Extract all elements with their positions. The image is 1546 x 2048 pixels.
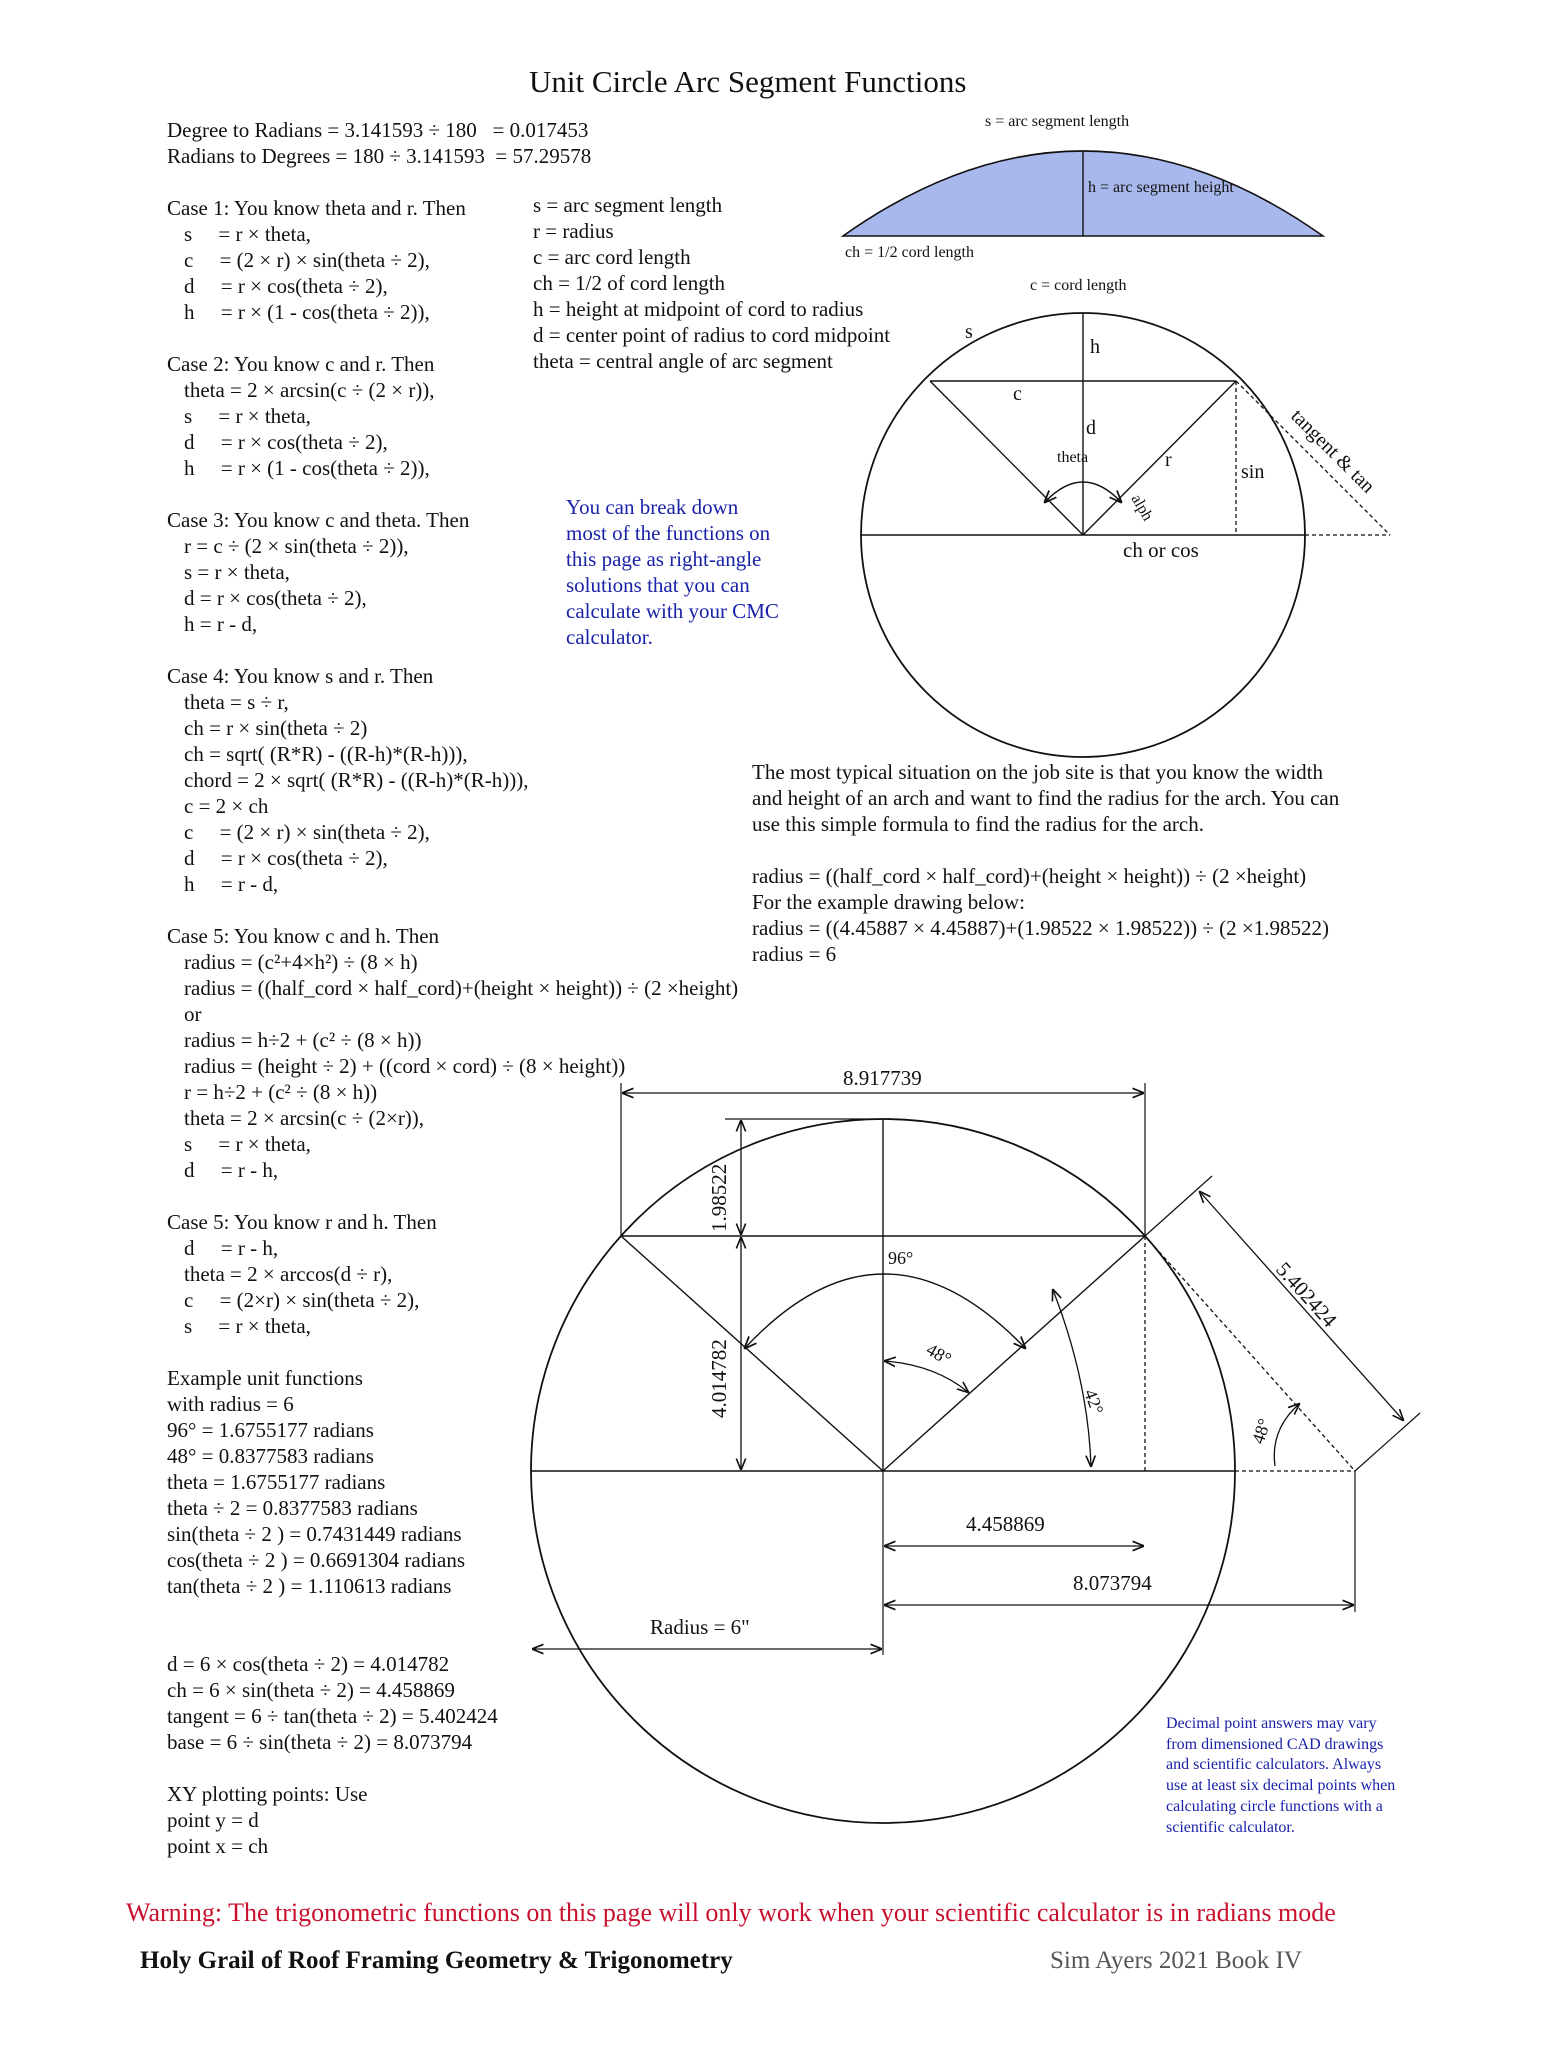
unit-circle-diagram	[861, 277, 1390, 757]
arch-formula-line: radius = 6	[752, 942, 837, 966]
d-dimension-label: 4.014782	[707, 1339, 731, 1418]
example-unit-line: sin(theta ÷ 2 ) = 0.7431449 radians	[167, 1522, 462, 1546]
case-4-line: ch = r × sin(theta ÷ 2)	[184, 716, 368, 740]
unit-d-label: d	[1086, 417, 1096, 439]
example-unit-line: Example unit functions	[167, 1366, 363, 1390]
result-line: d = 6 × cos(theta ÷ 2) = 4.014782	[167, 1652, 450, 1676]
right-angle-note: You can break down most of the functions on this page as right-angle solutions that you can calculate with your CMC calculator.	[566, 495, 779, 649]
xy-point-line: point y = d	[167, 1808, 259, 1832]
case-6-heading: Case 5: You know r and h. Then	[167, 1210, 437, 1234]
case-5-heading: Case 5: You know c and h. Then	[167, 924, 440, 948]
example-drawing	[531, 1066, 1420, 1823]
case-1-line: d = r × cos(theta ÷ 2),	[184, 274, 388, 298]
tangent-extension-bottom	[1355, 1413, 1420, 1471]
ch-dimension-label: 4.458869	[966, 1512, 1045, 1536]
conversion-degrees-to-radians: Degree to Radians = 3.141593 ÷ 180 = 0.017453	[167, 118, 589, 142]
example-48b-arc	[1274, 1404, 1299, 1466]
unit-s-label: s	[965, 321, 973, 343]
unit-theta-label: theta	[1057, 449, 1089, 466]
case-1-line: h = r × (1 - cos(theta ÷ 2)),	[184, 300, 430, 324]
angle-48-label: 48°	[923, 1339, 955, 1370]
case-4-line: theta = s ÷ r,	[184, 690, 289, 714]
angle-48b-label: 48°	[1247, 1416, 1275, 1447]
unit-tangent-line	[1236, 381, 1390, 535]
case-5-line: radius = h÷2 + (c² ÷ (8 × h))	[184, 1028, 422, 1052]
case-4-line: chord = 2 × sqrt( (R*R) - ((R-h)*(R-h))),	[184, 768, 529, 792]
xy-point-line: point x = ch	[167, 1834, 269, 1858]
xy-point-line: XY plotting points: Use	[167, 1782, 368, 1806]
example-unit-line: with radius = 6	[167, 1392, 294, 1416]
example-42-arc	[1053, 1290, 1091, 1466]
case-5-line: s = r × theta,	[184, 1132, 311, 1156]
example-unit-line: cos(theta ÷ 2 ) = 0.6691304 radians	[167, 1548, 466, 1572]
definition-d: d = center point of radius to cord midpoint	[533, 323, 891, 347]
tangent-dimension-label: 5.402424	[1271, 1257, 1342, 1332]
radius-dimension-label: Radius = 6"	[650, 1615, 750, 1639]
unit-sin-label: sin	[1241, 461, 1265, 483]
case-1-line: c = (2 × r) × sin(theta ÷ 2),	[184, 248, 430, 272]
arch-paragraph-line: and height of an arch and want to find the radius for the arch. You can	[752, 786, 1340, 810]
conversion-radians-to-degrees: Radians to Degrees = 180 ÷ 3.141593 = 57.29578	[167, 144, 592, 168]
arch-paragraph-line: The most typical situation on the job site is that you know the width	[752, 760, 1324, 784]
case-3-line: h = r - d,	[184, 612, 258, 636]
result-line: base = 6 ÷ sin(theta ÷ 2) = 8.073794	[167, 1730, 473, 1754]
segment-ch-label: ch = 1/2 cord length	[845, 244, 974, 261]
page-title: Unit Circle Arc Segment Functions	[529, 64, 967, 99]
case-4-line: h = r - d,	[184, 872, 279, 896]
decimal-note: Decimal point answers may vary from dimensioned CAD drawings and scientific calculators. Always use at least six decimal points when calculating circle functions with a scientific calculator.	[1166, 1715, 1396, 1836]
example-left-radius	[621, 1236, 883, 1471]
case-4-line: c = (2 × r) × sin(theta ÷ 2),	[184, 820, 430, 844]
tangent-extension-top	[1145, 1176, 1212, 1236]
base-dimension-label: 8.073794	[1073, 1571, 1152, 1595]
height-dimension-label: 1.98522	[707, 1163, 731, 1232]
case-4-heading: Case 4: You know s and r. Then	[167, 664, 434, 688]
case-4-line: d = r × cos(theta ÷ 2),	[184, 846, 388, 870]
case-1-heading: Case 1: You know theta and r. Then	[167, 196, 466, 220]
case-6-line: s = r × theta,	[184, 1314, 311, 1338]
example-unit-line: theta = 1.6755177 radians	[167, 1470, 386, 1494]
footer-author: Sim Ayers 2021 Book IV	[1050, 1947, 1302, 1974]
case-5-line: radius = ((half_cord × half_cord)+(height × height)) ÷ (2 ×height)	[184, 976, 739, 1000]
example-unit-line: 96° = 1.6755177 radians	[167, 1418, 374, 1442]
case-6-line: d = r - h,	[184, 1236, 279, 1260]
case-5-line: theta = 2 × arcsin(c ÷ (2×r)),	[184, 1106, 425, 1130]
case-3-line: s = r × theta,	[184, 560, 290, 584]
unit-r-label: r	[1165, 449, 1172, 471]
case-6-line: c = (2×r) × sin(theta ÷ 2),	[184, 1288, 420, 1312]
case-5-line: d = r - h,	[184, 1158, 279, 1182]
unit-tangent-label: tangent & tan	[1286, 404, 1379, 498]
case-2-line: d = r × cos(theta ÷ 2),	[184, 430, 388, 454]
definition-ch: ch = 1/2 of cord length	[533, 271, 726, 295]
unit-ch-cos-label: ch or cos	[1123, 538, 1199, 562]
example-unit-line: theta ÷ 2 = 0.8377583 radians	[167, 1496, 418, 1520]
definition-r: r = radius	[533, 219, 614, 243]
unit-c-label: c = cord length	[1030, 277, 1127, 294]
case-3-line: r = c ÷ (2 × sin(theta ÷ 2)),	[184, 534, 409, 558]
case-3-line: d = r × cos(theta ÷ 2),	[184, 586, 367, 610]
radians-warning: Warning: The trigonometric functions on this page will only work when your scientific calculator is in radians mode	[126, 1898, 1336, 1927]
unit-alph-label: alph	[1127, 491, 1157, 524]
definition-theta: theta = central angle of arc segment	[533, 349, 833, 373]
example-96-arc	[745, 1274, 1025, 1348]
unit-h-label: h	[1090, 336, 1100, 358]
unit-c-letter: c	[1013, 383, 1022, 405]
case-4-line: ch = sqrt( (R*R) - ((R-h)*(R-h))),	[184, 742, 468, 766]
case-4-line: c = 2 × ch	[184, 794, 269, 818]
arch-formula-line: radius = ((half_cord × half_cord)+(height × height)) ÷ (2 ×height)	[752, 864, 1307, 888]
segment-h-label: h = arc segment height	[1088, 179, 1234, 196]
footer-book-title: Holy Grail of Roof Framing Geometry & Trigonometry	[140, 1947, 733, 1974]
result-line: tangent = 6 ÷ tan(theta ÷ 2) = 5.402424	[167, 1704, 498, 1728]
example-48-arc	[885, 1361, 968, 1392]
case-2-line: theta = 2 × arcsin(c ÷ (2 × r)),	[184, 378, 435, 402]
arch-paragraph-line: use this simple formula to find the radius for the arch.	[752, 812, 1204, 836]
arch-formula-line: For the example drawing below:	[752, 890, 1025, 914]
case-5-line: or	[184, 1002, 202, 1026]
case-1-line: s = r × theta,	[184, 222, 311, 246]
example-unit-line: 48° = 0.8377583 radians	[167, 1444, 374, 1468]
arc-segment-diagram	[843, 113, 1323, 261]
case-5-line: r = h÷2 + (c² ÷ (8 × h))	[184, 1080, 378, 1104]
unit-right-radius	[1083, 381, 1236, 535]
definition-s: s = arc segment length	[533, 193, 723, 217]
case-2-line: s = r × theta,	[184, 404, 311, 428]
definition-h: h = height at midpoint of cord to radius	[533, 297, 864, 321]
definition-c: c = arc cord length	[533, 245, 691, 269]
segment-s-label: s = arc segment length	[985, 113, 1130, 130]
case-2-heading: Case 2: You know c and r. Then	[167, 352, 435, 376]
case-5-line: radius = (height ÷ 2) + ((cord × cord) ÷ (8 × height))	[184, 1054, 626, 1078]
angle-42-label: 42°	[1080, 1386, 1108, 1418]
case-2-line: h = r × (1 - cos(theta ÷ 2)),	[184, 456, 430, 480]
width-dimension-label: 8.917739	[843, 1066, 922, 1090]
case-6-line: theta = 2 × arccos(d ÷ r),	[184, 1262, 393, 1286]
example-unit-line: tan(theta ÷ 2 ) = 1.110613 radians	[167, 1574, 452, 1598]
arch-formula-line: radius = ((4.45887 × 4.45887)+(1.98522 × 1.98522)) ÷ (2 ×1.98522)	[752, 916, 1330, 940]
result-line: ch = 6 × sin(theta ÷ 2) = 4.458869	[167, 1678, 455, 1702]
case-3-heading: Case 3: You know c and theta. Then	[167, 508, 470, 532]
angle-96-label: 96°	[888, 1248, 914, 1268]
example-right-radius	[883, 1236, 1145, 1471]
case-5-line: radius = (c²+4×h²) ÷ (8 × h)	[184, 950, 418, 974]
